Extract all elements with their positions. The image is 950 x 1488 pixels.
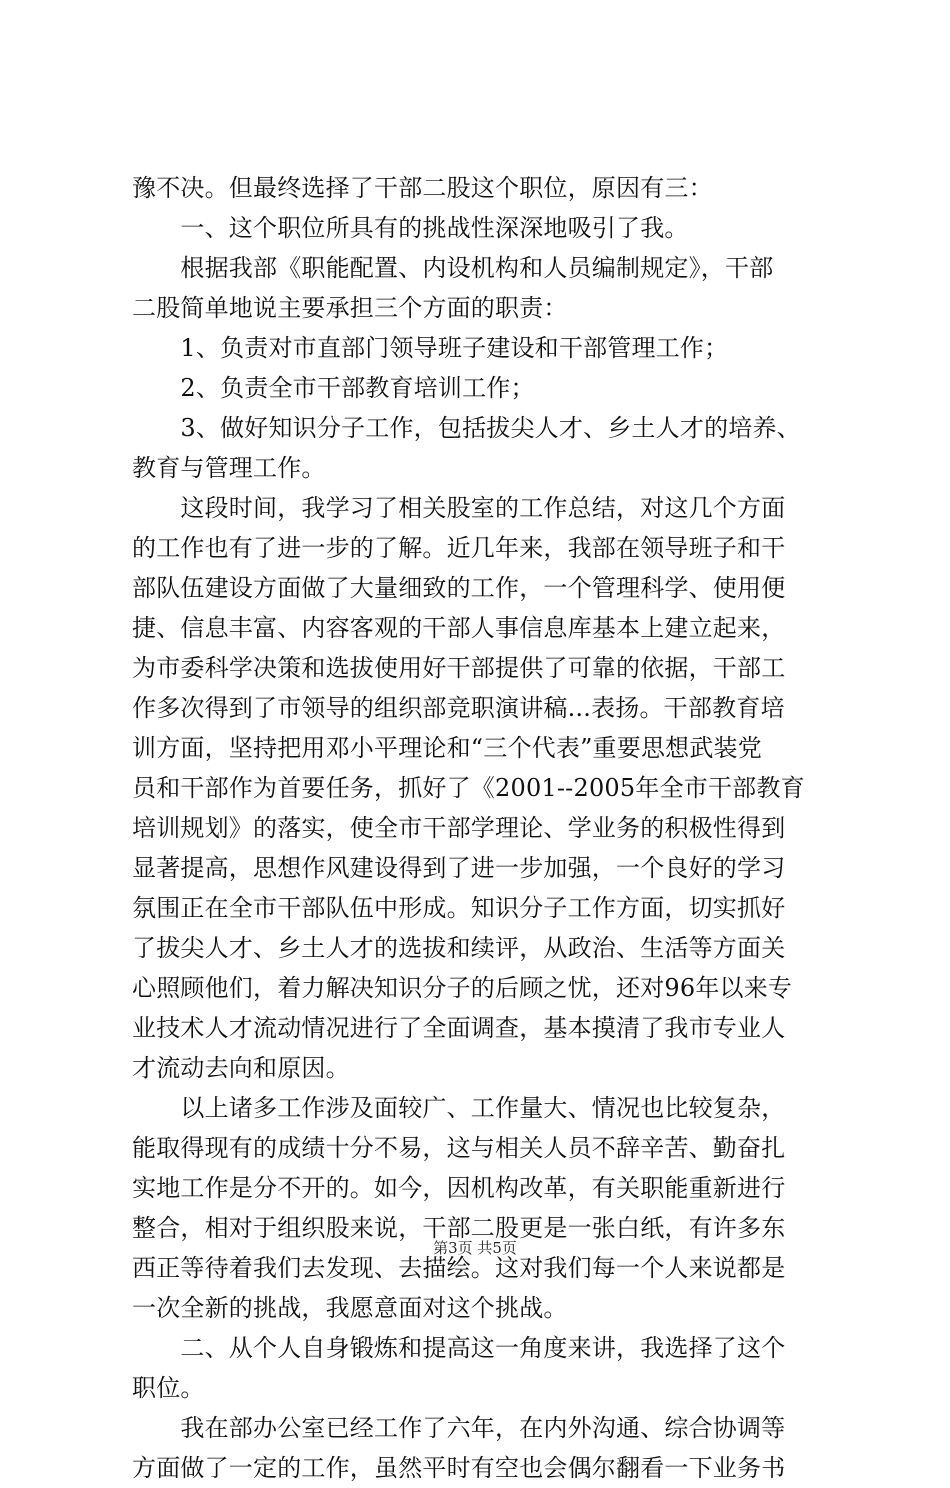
text-line: 显著提高，思想作风建设得到了进一步加强，一个良好的学习	[132, 854, 786, 882]
text-line: 一次全新的挑战，我愿意面对这个挑战。	[132, 1294, 568, 1322]
text-line: 员和干部作为首要任务，抓好了《2001--2005年全市干部教育	[132, 774, 805, 802]
text-line: 这段时间，我学习了相关股室的工作总结，对这几个方面	[132, 494, 786, 522]
document-body	[132, 168, 822, 1488]
text-line: 二股简单地说主要承担三个方面的职责：	[132, 294, 568, 322]
text-line: 整合，相对于组织股来说，干部二股更是一张白纸，有许多东	[132, 1214, 786, 1242]
text-line: 部队伍建设方面做了大量细致的工作，一个管理科学、使用便	[132, 574, 786, 602]
text-line: 训方面，坚持把用邓小平理论和“三个代表”重要思想武装党	[132, 734, 762, 762]
text-line: 1、负责对市直部门领导班子建设和干部管理工作；	[132, 334, 729, 362]
text-line: 为市委科学决策和选拔使用好干部提供了可靠的依据，干部工	[132, 654, 786, 682]
text-line: 一、这个职位所具有的挑战性深深地吸引了我。	[132, 214, 689, 242]
text-line: 心照顾他们，着力解决知识分子的后顾之忧，还对96年以来专	[132, 974, 793, 1002]
text-line: 实地工作是分不开的。如今，因机构改革，有关职能重新进行	[132, 1174, 786, 1202]
text-line: 3、做好知识分子工作，包括拔尖人才、乡土人才的培养、	[132, 414, 801, 442]
text-line: 氛围正在全市干部队伍中形成。知识分子工作方面，切实抓好	[132, 894, 786, 922]
text-line: 以上诸多工作涉及面较广、工作量大、情况也比较复杂，	[132, 1094, 786, 1122]
text-line: 教育与管理工作。	[132, 454, 326, 482]
text-line: 能取得现有的成绩十分不易，这与相关人员不辞辛苦、勤奋扎	[132, 1134, 786, 1162]
text-line: 方面做了一定的工作，虽然平时有空也会偶尔翻看一下业务书	[132, 1454, 786, 1482]
text-line: 捷、信息丰富、内容客观的干部人事信息库基本上建立起来，	[132, 614, 786, 642]
text-line: 的工作也有了进一步的了解。近几年来，我部在领导班子和干	[132, 534, 786, 562]
text-line: 才流动去向和原因。	[132, 1054, 350, 1082]
text-line: 豫不决。但最终选择了干部二股这个职位，原因有三：	[132, 174, 713, 202]
text-line: 西正等待着我们去发现、去描绘。这对我们每一个人来说都是	[132, 1254, 786, 1282]
text-line: 根据我部《职能配置、内设机构和人员编制规定》，干部	[132, 254, 774, 282]
text-line: 我在部办公室已经工作了六年，在内外沟通、综合协调等	[132, 1414, 786, 1442]
page-number-footer: 第3页 共5页	[433, 1239, 517, 1257]
text-line: 作多次得到了市领导的组织部竞职演讲稿...表扬。干部教育培	[132, 694, 785, 722]
text-line: 二、从个人自身锻炼和提高这一角度来讲，我选择了这个	[132, 1334, 786, 1362]
text-line: 了拔尖人才、乡土人才的选拔和续评，从政治、生活等方面关	[132, 934, 786, 962]
text-line: 培训规划》的落实，使全市干部学理论、学业务的积极性得到	[132, 814, 786, 842]
text-line: 2、负责全市干部教育培训工作；	[132, 374, 535, 402]
text-line: 职位。	[132, 1374, 205, 1402]
text-line: 业技术人才流动情况进行了全面调查，基本摸清了我市专业人	[132, 1014, 786, 1042]
